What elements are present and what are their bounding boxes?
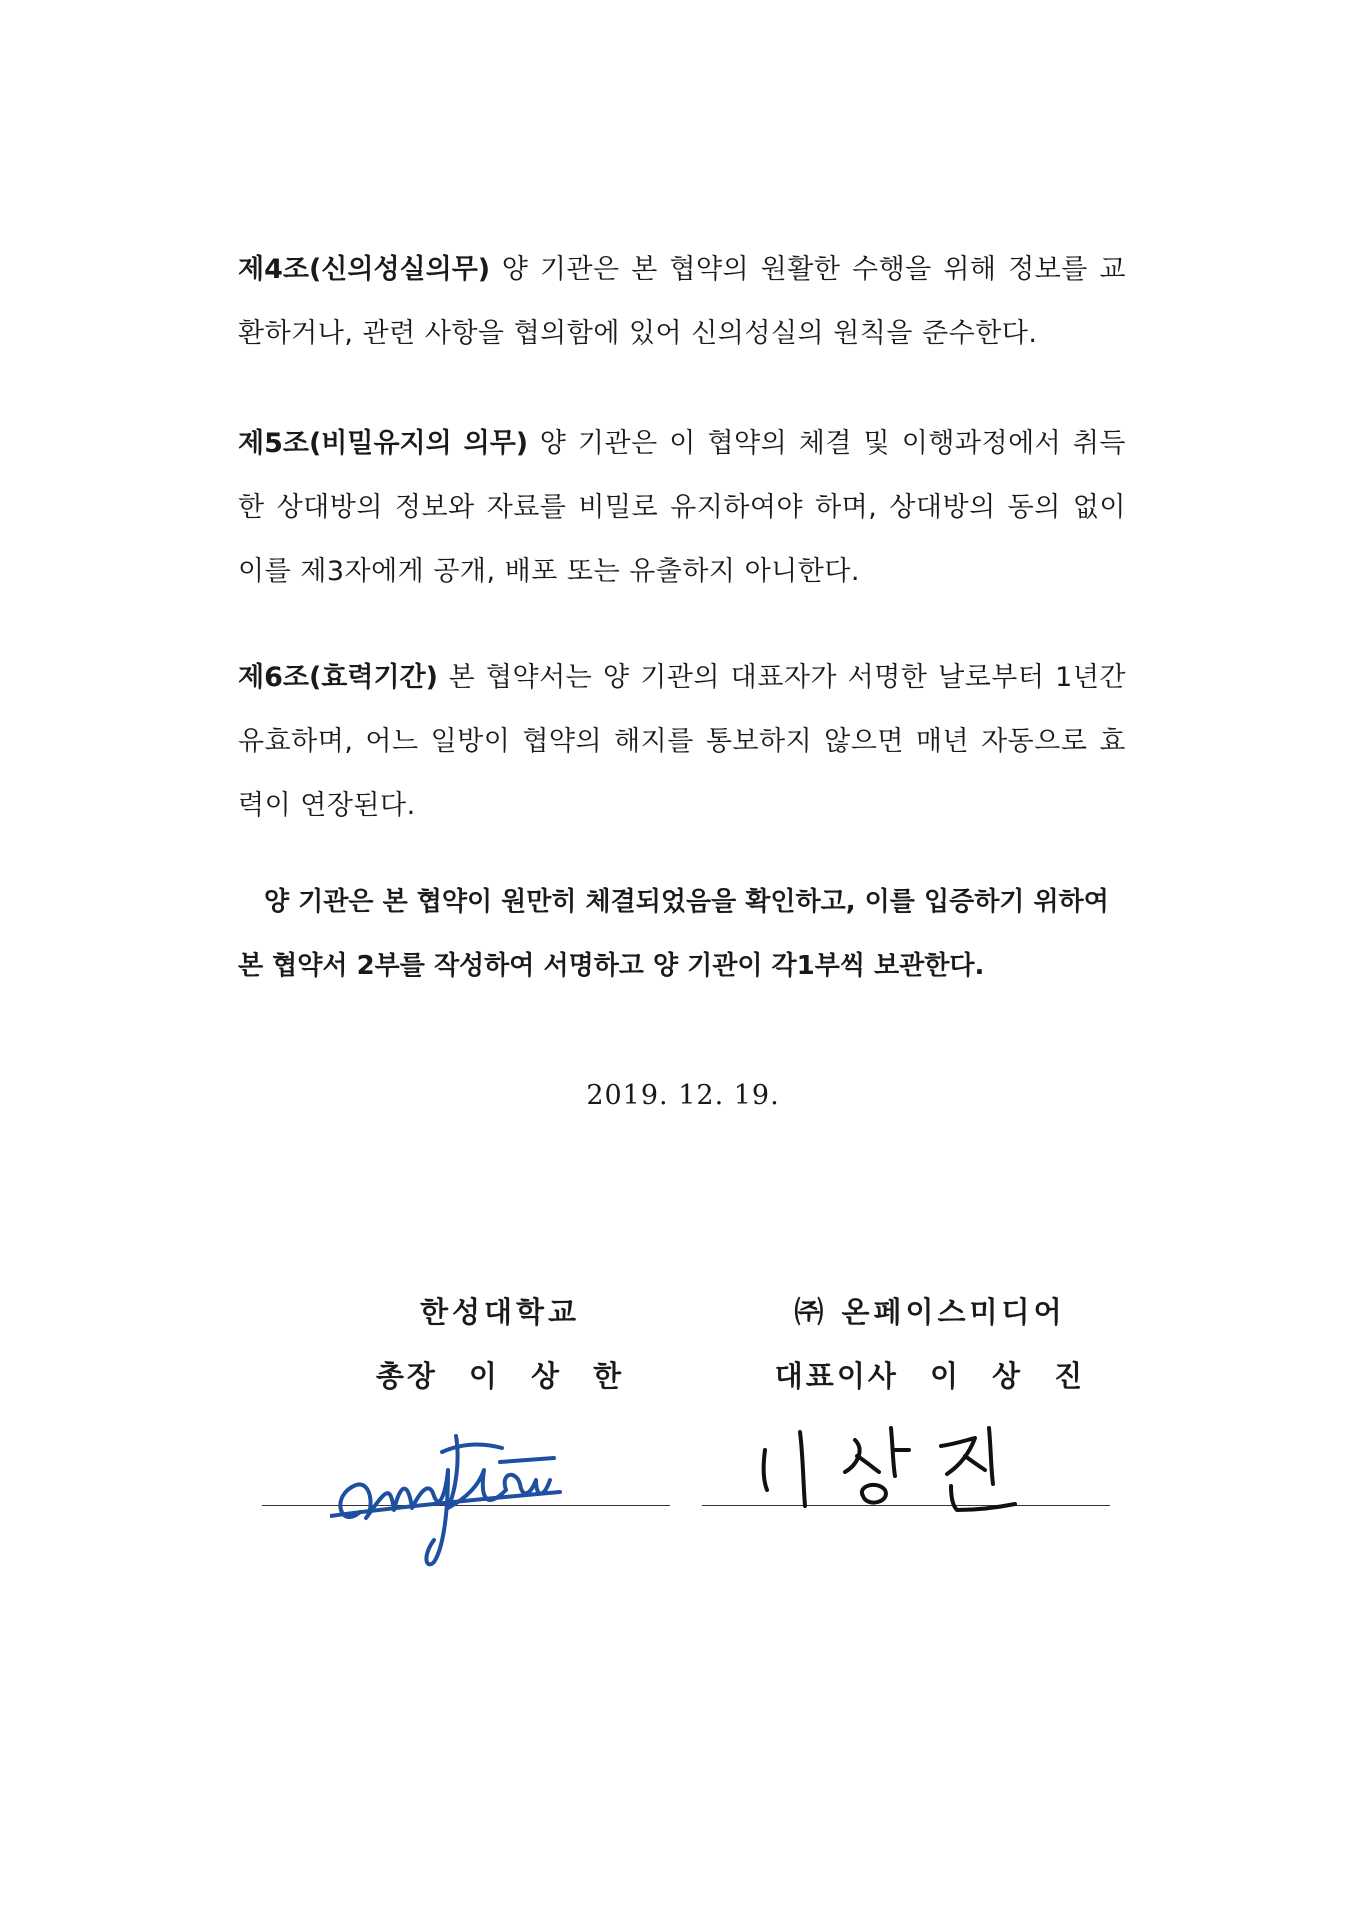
party-right: [720, 1280, 1140, 1408]
signature-right-stroke-7: [989, 1428, 993, 1484]
signature-right-stroke-1: [764, 1450, 767, 1490]
signature-left-stroke-1: [340, 1470, 448, 1564]
article-4: [238, 238, 1126, 366]
signature-right-strokes: [764, 1428, 1015, 1510]
signature-right-stroke-3: [845, 1440, 879, 1472]
signature-right-stroke-5: [862, 1485, 886, 1503]
signature-left-handwritten: [330, 1400, 590, 1570]
party-left-organization: 한성대학교: [419, 1295, 581, 1329]
signing-date: 2019. 12. 19.: [586, 1080, 780, 1111]
article-4-body: 양 기관은 본 협약의 원활한 수행을 위해 정보를 교환하거나, 관련 사항을 협의함에 있어 신의성실의 원칙을 준수한다.: [238, 254, 1126, 349]
party-right-representative: 대표이사 이 상 진: [774, 1359, 1086, 1393]
signature-right-stroke-6: [941, 1438, 985, 1474]
party-left-representative: 총장 이 상 한: [375, 1359, 625, 1393]
signature-left-stroke-4: [500, 1458, 554, 1462]
article-5: [238, 412, 1126, 604]
party-right-organization: ㈜ 온페이스미디어: [794, 1295, 1066, 1329]
closing-statement: [238, 870, 1126, 998]
signature-right-stroke-4: [891, 1428, 909, 1476]
article-5-body: 양 기관은 이 협약의 체결 및 이행과정에서 취득한 상대방의 정보와 자료를 비밀로 유지하여야 하며, 상대방의 동의 없이 이를 제3자에게 공개, 배포 또는 유출하지 아니한다.: [238, 428, 1126, 587]
closing-line-1: 양 기관은 본 협약이 원만히 체결되었음을 확인하고, 이를 입증하기 위하여: [264, 887, 1109, 917]
signature-right-stroke-2: [800, 1432, 805, 1506]
party-left: [290, 1280, 710, 1408]
article-5-heading: 제5조(비밀유지의 의무): [238, 428, 529, 459]
signature-left-stroke-2: [442, 1445, 502, 1452]
signature-right-handwritten: [745, 1410, 1025, 1520]
article-6-heading: 제6조(효력기간): [238, 662, 438, 693]
signature-right-stroke-8: [951, 1486, 1015, 1510]
article-4-heading: 제4조(신의성실의무): [238, 254, 491, 285]
closing-line-2: 본 협약서 2부를 작성하여 서명하고 양 기관이 각1부씩 보관한다.: [238, 951, 985, 981]
article-6-body: 본 협약서는 양 기관의 대표자가 서명한 날로부터 1년간 유효하며, 어느 일방이 협약의 해지를 통보하지 않으면 매년 자동으로 효력이 연장된다.: [238, 662, 1126, 821]
article-6: [238, 646, 1126, 838]
signature-left-strokes: [330, 1436, 560, 1564]
